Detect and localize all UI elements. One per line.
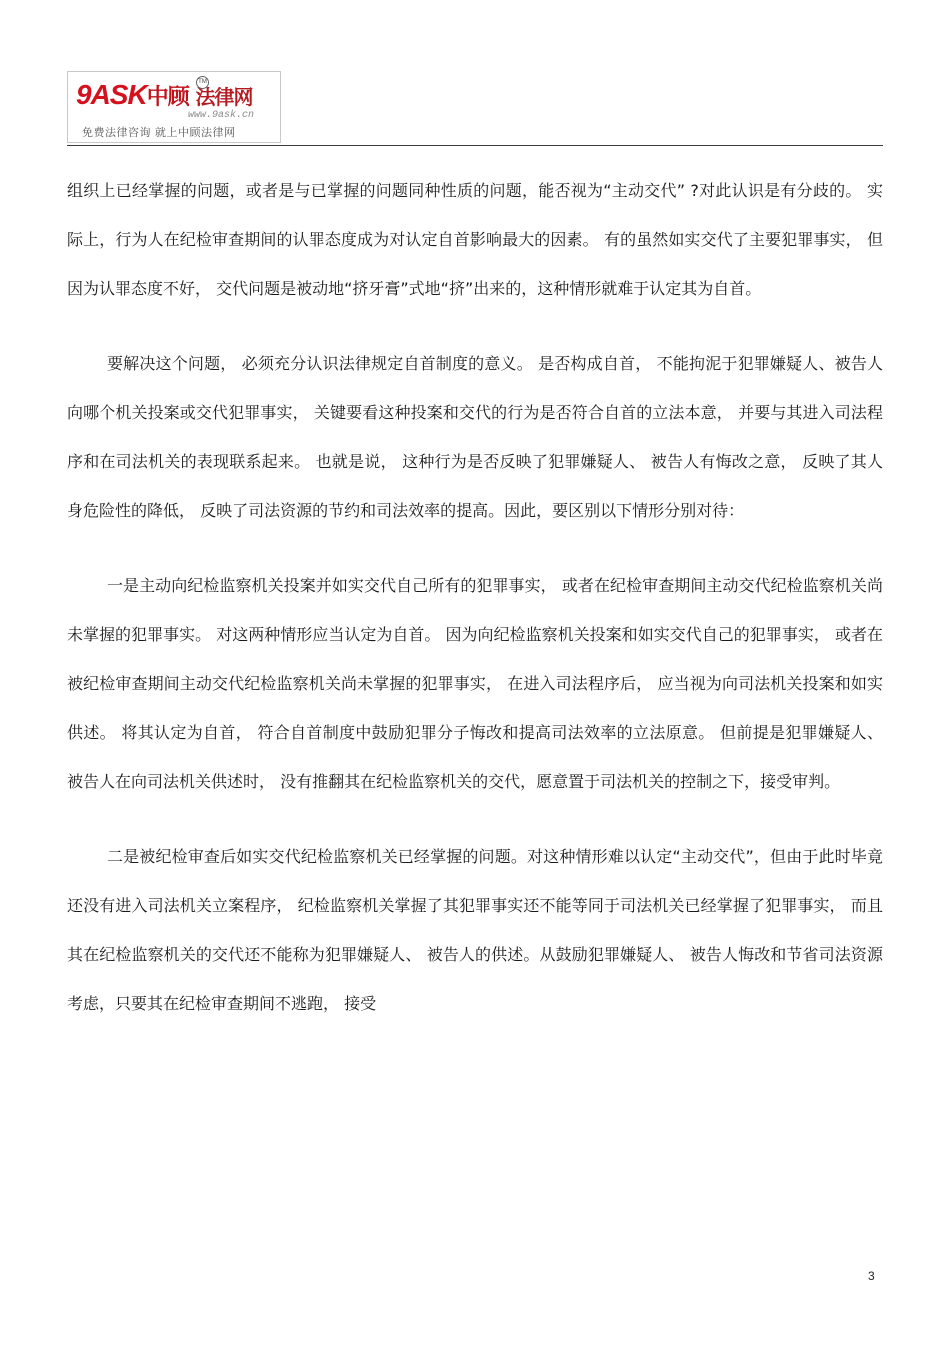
paragraph: 二是被纪检审查后如实交代纪检监察机关已经掌握的问题。对这种情形难以认定“主动交代”，但由于此时毕竟还没有进入司法机关立案程序， 纪检监察机关掌握了其犯罪事实还不能等同于司法机关已经掌握了犯罪事实， 而且其在纪检监察机关的交代还不能称为犯罪嫌疑人、 被告人的供述。从鼓励犯罪嫌疑人、 被告人悔改和节省司法资源考虑，只要其在纪检审查期间不逃跑， 接受 [67, 847, 883, 1013]
logo-url: www.9ask.cn [188, 110, 255, 121]
paragraph: 组织上已经掌握的问题，或者是与已掌握的问题同种性质的问题，能否视为“主动交代” ?对此认识是有分歧的。 实际上，行为人在纪检审查期间的认罪态度成为对认定自首影响最大的因素。 有的虽然如实交代了主要犯罪事实， 但因为认罪态度不好， 交代问题是被动地“挤牙膏”式地“挤”出来的，这种情形就难于认定其为自首。 [67, 181, 883, 298]
logo-site-name: 法律网 [195, 87, 253, 109]
paragraph: 要解决这个问题， 必须充分认识法律规定自首制度的意义。 是否构成自首， 不能拘泥于犯罪嫌疑人、被告人向哪个机关投案或交代犯罪事实， 关键要看这种投案和交代的行为是否符合自首的立法本意， 并要与其进入司法程序和在司法机关的表现联系起来。 也就是说， 这种行为是否反映了犯罪嫌疑人、 被告人有悔改之意， 反映了其人身危险性的降低， 反映了司法资源的节约和司法效率的提高。因此，要区别以下情形分别对待： [67, 354, 883, 520]
logo-brand-cn: 中顾 [146, 84, 189, 109]
logo-brand-9ask: 9ASK [76, 79, 147, 110]
logo-slogan: 免费法律咨询 就上中顾法律网 [82, 126, 236, 139]
page-number: 3 [868, 1269, 875, 1283]
site-logo [67, 71, 281, 143]
document-body [67, 166, 883, 1054]
logo-wordmark [76, 80, 253, 113]
header-divider [67, 145, 883, 146]
paragraph: 一是主动向纪检监察机关投案并如实交代自己所有的犯罪事实， 或者在纪检审查期间主动交代纪检监察机关尚未掌握的犯罪事实。 对这两种情形应当认定为自首。 因为向纪检监察机关投案和如实交代自己的犯罪事实， 或者在被纪检审查期间主动交代纪检监察机关尚未掌握的犯罪事实， 在进入司法程序后， 应当视为向司法机关投案和如实供述。 将其认定为自首， 符合自首制度中鼓励犯罪分子悔改和提高司法效率的立法原意。 但前提是犯罪嫌疑人、 被告人在向司法机关供述时， 没有推翻其在纪检监察机关的交代，愿意置于司法机关的控制之下，接受审判。 [67, 576, 883, 791]
trademark-icon: TM [196, 76, 209, 89]
